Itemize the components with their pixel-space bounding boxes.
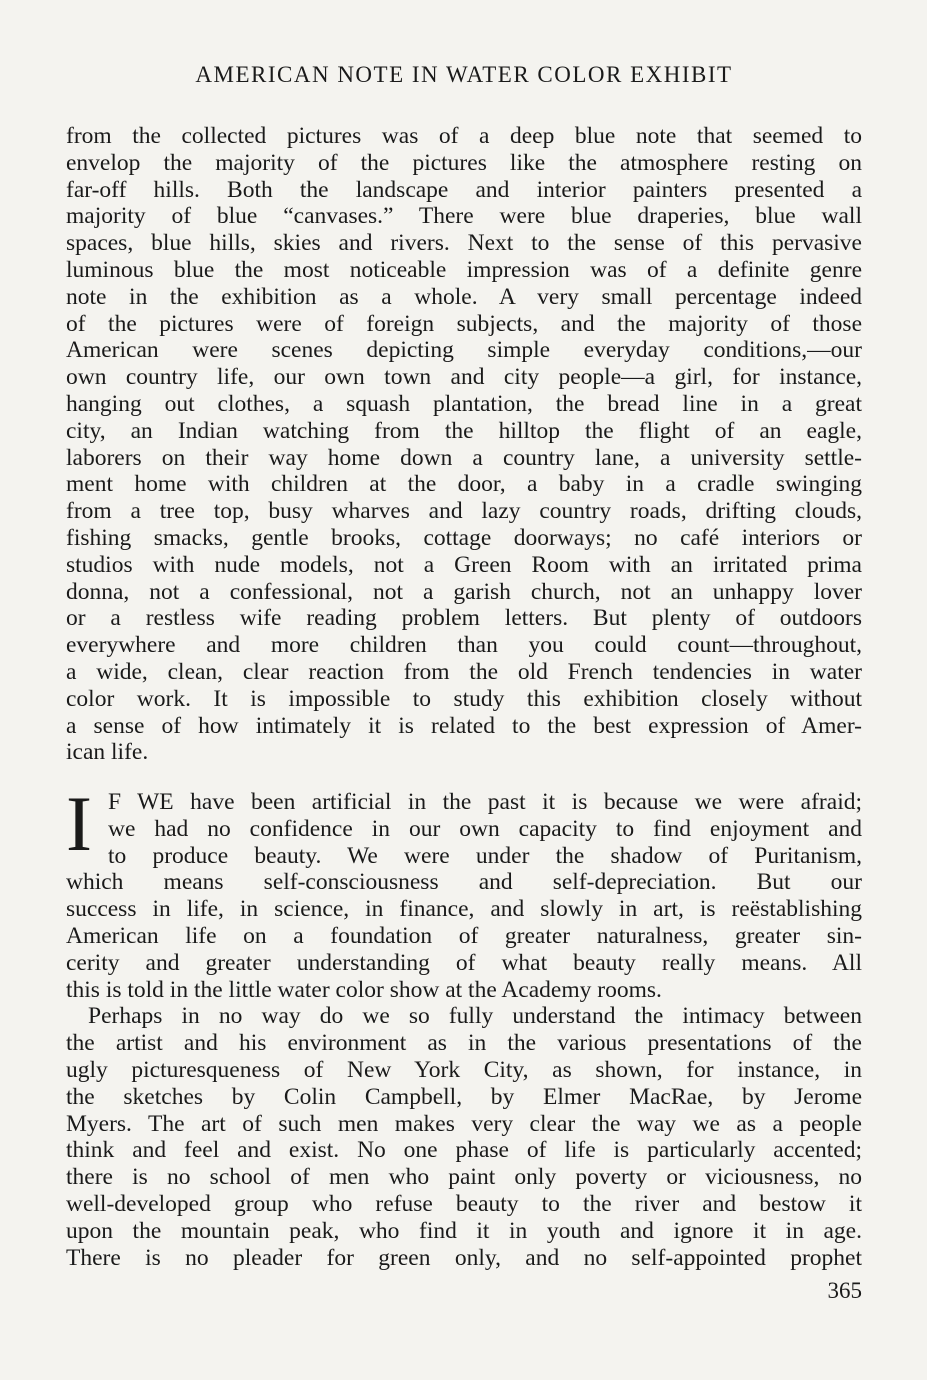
page-number: 365	[827, 1278, 862, 1303]
text-line: studios with nude models, not a Green Room with an irritated prima	[66, 551, 862, 578]
text-line: a wide, clean, clear reaction from the old French tendencies in water	[66, 658, 862, 685]
text-line: well-developed group who refuse beauty to the river and bestow it	[66, 1190, 862, 1217]
text-line: city, an Indian watching from the hilltop the flight of an eagle,	[66, 417, 862, 444]
paragraph-continued	[66, 123, 862, 766]
text-line: to produce beauty. We were under the shadow of Puritanism,	[108, 842, 862, 869]
text-line: far-off hills. Both the landscape and interior painters presented a	[66, 176, 862, 203]
text-line: luminous blue the most noticeable impression was of a definite genre	[66, 256, 862, 283]
text-line: Perhaps in no way do we so fully understand the intimacy between	[88, 1003, 862, 1030]
text-line: laborers on their way home down a country lane, a university settle-	[66, 444, 862, 471]
text-line: There is no pleader for green only, and no self-appointed prophet	[66, 1244, 862, 1271]
text-line: from the collected pictures was of a deep blue note that seemed to	[66, 123, 862, 149]
text-line: which means self-consciousness and self-depreciation. But our	[66, 869, 862, 896]
text-line: American life on a foundation of greater naturalness, greater sin-	[66, 922, 862, 949]
text-line: cerity and greater understanding of what beauty really means. All	[66, 949, 862, 976]
body-paragraphs	[66, 789, 862, 1271]
text-line: majority of blue “canvases.” There were blue draperies, blue wall	[66, 203, 862, 230]
text-line: spaces, blue hills, skies and rivers. Next to the sense of this pervasive	[66, 230, 862, 257]
text-line: ment home with children at the door, a baby in a cradle swinging	[66, 471, 862, 498]
text-line: hanging out clothes, a squash plantation, the bread line in a great	[66, 390, 862, 417]
text-line: a sense of how intimately it is related to the best expression of Amer-	[66, 712, 862, 739]
text-line: of the pictures were of foreign subjects, and the majority of those	[66, 310, 862, 337]
text-line: envelop the majority of the pictures like the atmosphere resting on	[66, 149, 862, 176]
text-line: Myers. The art of such men makes very clear the way we as a people	[66, 1110, 862, 1137]
text-line: ican life.	[66, 739, 149, 766]
text-line: fishing smacks, gentle brooks, cottage doorways; no café interiors or	[66, 524, 862, 551]
running-header: AMERICAN NOTE IN WATER COLOR EXHIBIT	[195, 62, 733, 87]
text-line: the artist and his environment as in the various presentations of the	[66, 1030, 862, 1057]
text-line: own country life, our own town and city people—a girl, for instance,	[66, 364, 862, 391]
text-line: F WE have been artificial in the past it is because we were afraid;	[108, 789, 862, 815]
text-line: ugly picturesqueness of New York City, as shown, for instance, in	[66, 1056, 862, 1083]
text-line: donna, not a confessional, not a garish church, not an unhappy lover	[66, 578, 862, 605]
drop-cap: I	[66, 780, 92, 867]
text-line: there is no school of men who paint only poverty or viciousness, no	[66, 1164, 862, 1191]
text-line: or a restless wife reading problem letters. But plenty of outdoors	[66, 605, 862, 632]
text-line: the sketches by Colin Campbell, by Elmer MacRae, by Jerome	[66, 1083, 862, 1110]
text-line: think and feel and exist. No one phase of life is particularly accented;	[66, 1137, 862, 1164]
text-line: color work. It is impossible to study this exhibition closely without	[66, 685, 862, 712]
text-line: this is told in the little water color show at the Academy rooms.	[66, 976, 662, 1003]
text-line: upon the mountain peak, who find it in youth and ignore it in age.	[66, 1217, 862, 1244]
text-line: note in the exhibition as a whole. A very small percentage indeed	[66, 283, 862, 310]
text-line: from a tree top, busy wharves and lazy country roads, drifting clouds,	[66, 498, 862, 525]
text-line: American were scenes depicting simple everyday conditions,—our	[66, 337, 862, 364]
text-line: everywhere and more children than you could count—throughout,	[66, 632, 862, 659]
text-line: success in life, in science, in finance, and slowly in art, is reëstablishing	[66, 896, 862, 923]
text-line: we had no confidence in our own capacity to find enjoyment and	[108, 815, 862, 842]
